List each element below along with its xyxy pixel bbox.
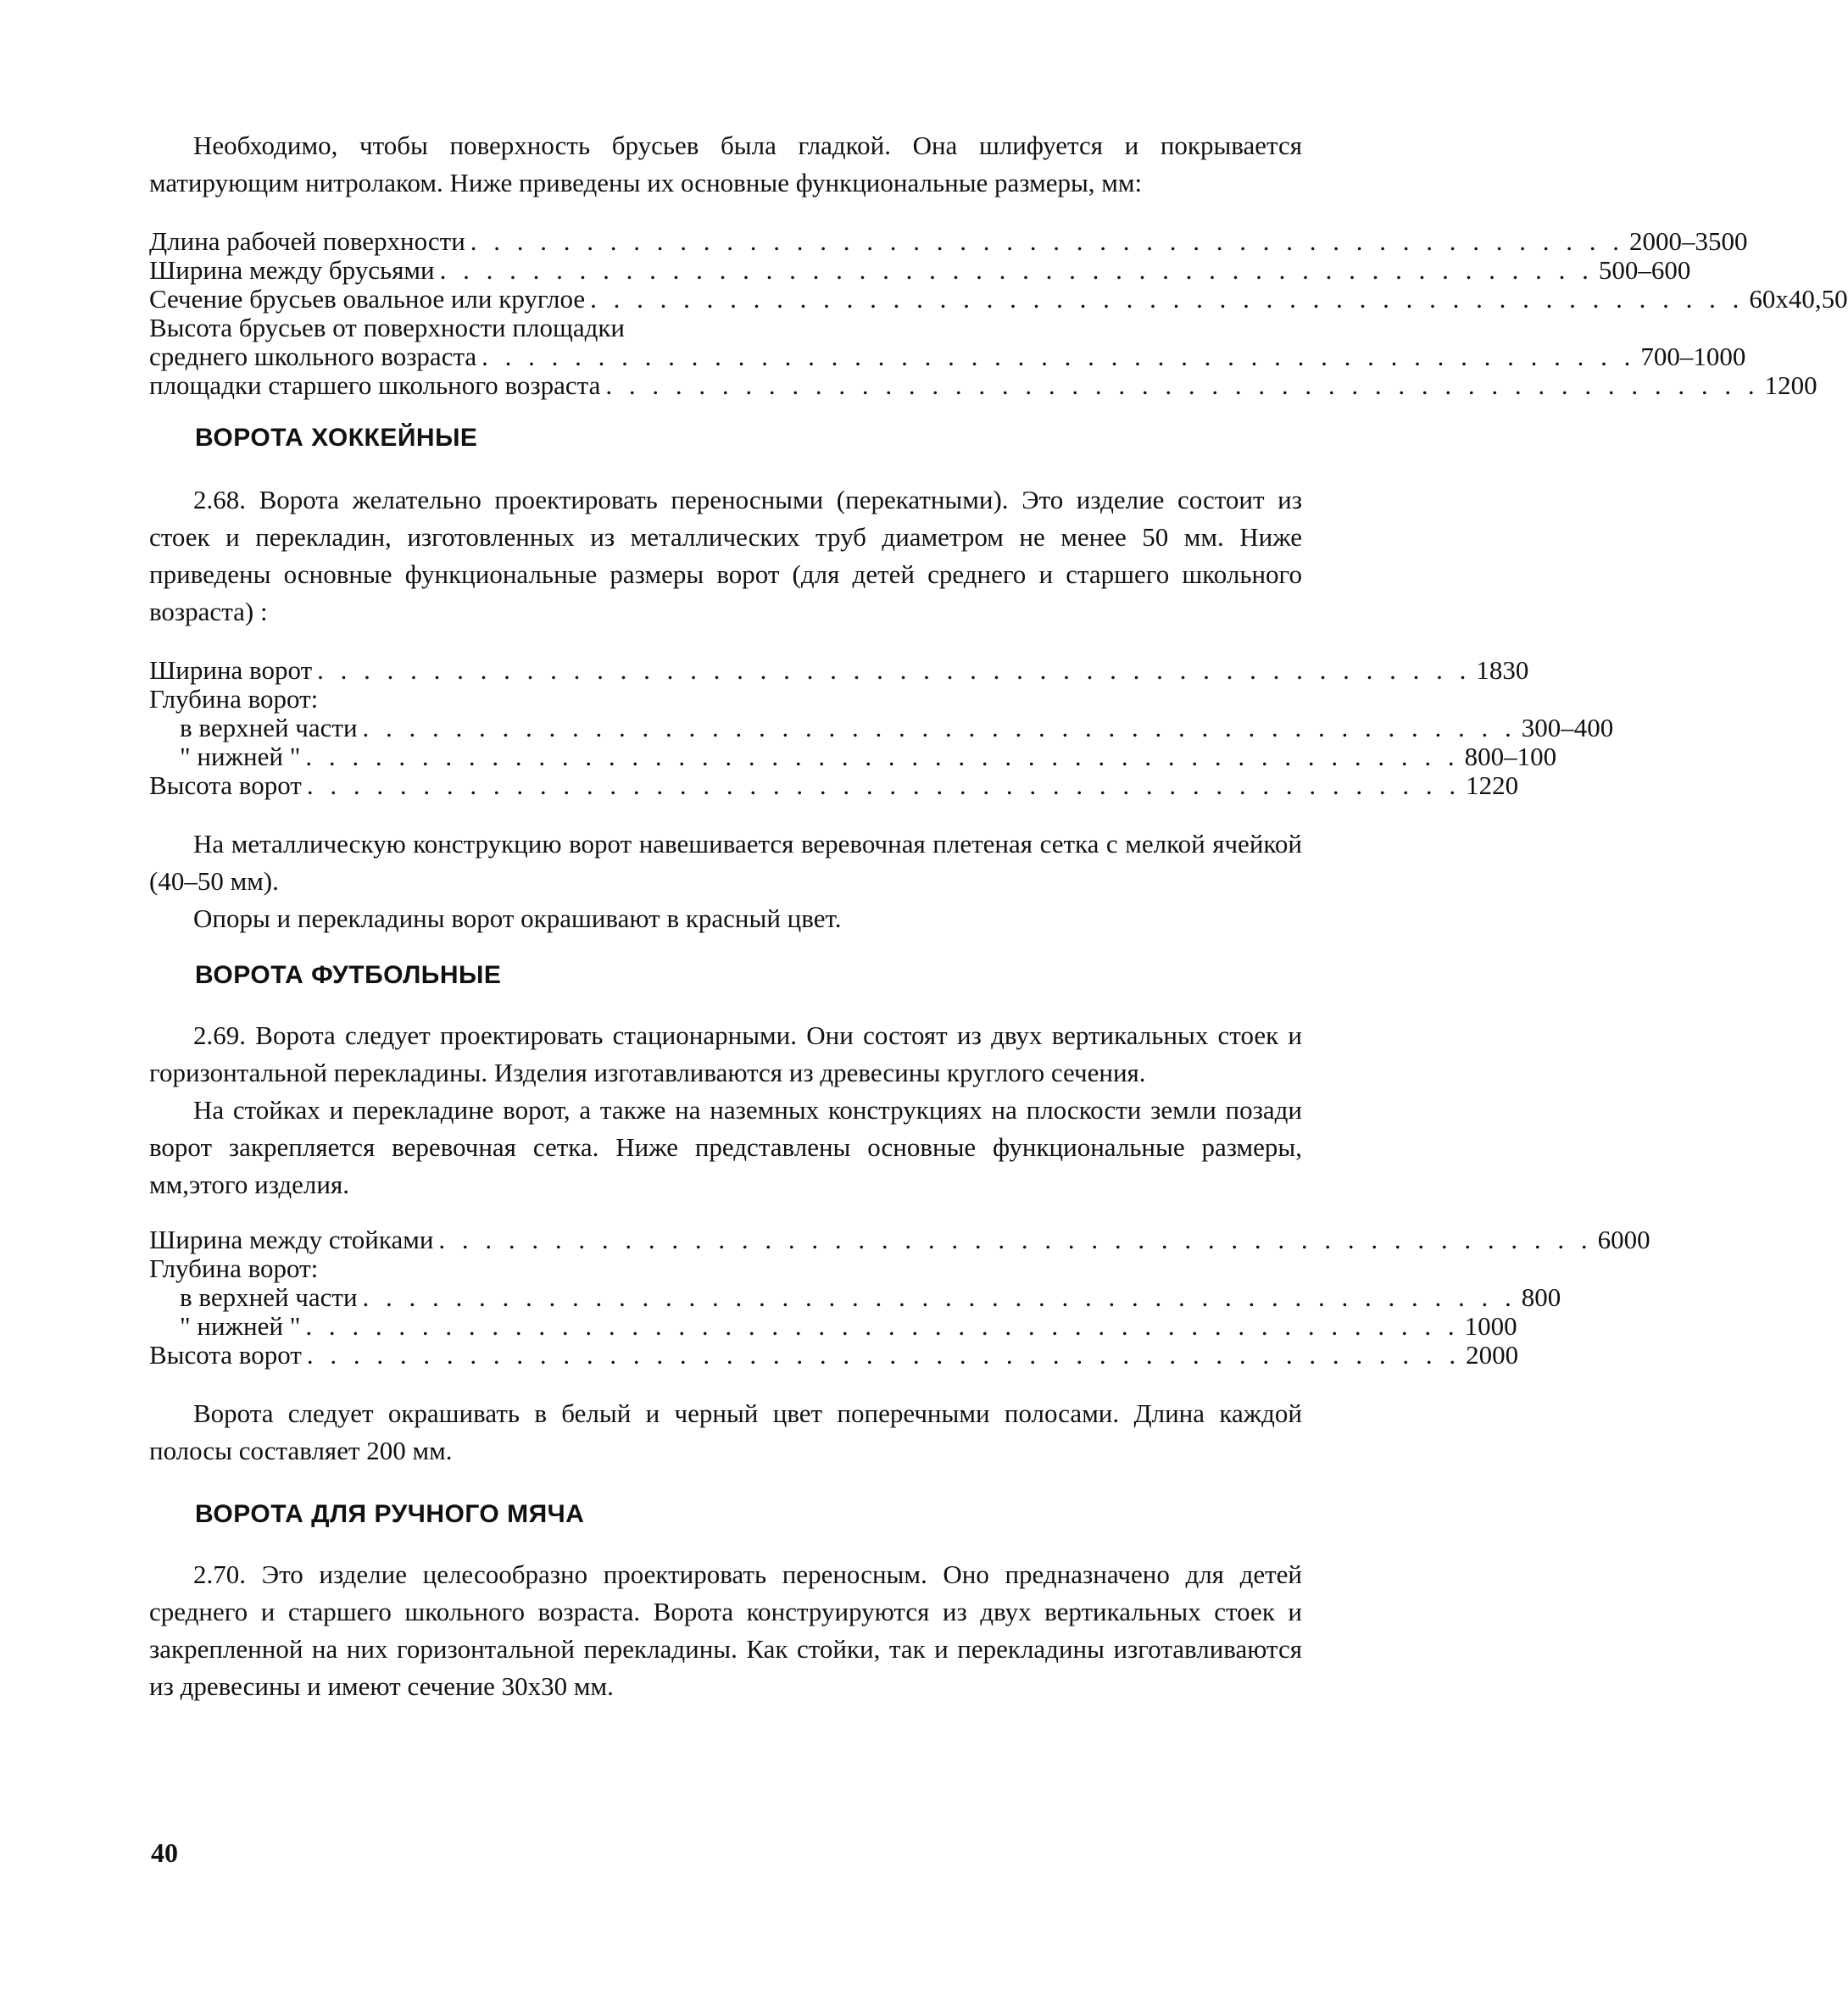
spec-row — [149, 342, 1746, 371]
spec-value: 300–400 — [1521, 713, 1614, 742]
spec-row — [149, 742, 1557, 771]
spec-value: 800 — [1521, 1282, 1561, 1312]
page-number: 40 — [151, 1837, 178, 1868]
spec-value: 2000–3500 — [1629, 226, 1748, 256]
spec-label: Глубина ворот: — [149, 1253, 319, 1283]
document-page — [149, 127, 1848, 1705]
spec-label: " нижней " — [180, 742, 301, 771]
spec-row — [149, 284, 1848, 314]
spec-value: 1200 — [1764, 370, 1817, 400]
spec-label: Длина рабочей поверхности — [149, 226, 465, 256]
leader-dots: . . . . . . . . . . . . . . . . . . . . . . . . . . . . . . . . . . . . . . . . . . . . . . . . . . — [605, 370, 1760, 400]
hockey-spec-list — [149, 655, 1614, 800]
spec-label: Глубина ворот: — [149, 684, 319, 714]
spec-row — [149, 655, 1529, 685]
leader-dots: . . . . . . . . . . . . . . . . . . . . . . . . . . . . . . . . . . . . . . . . . . . . . . . . . . — [470, 226, 1625, 256]
spec-label: Высота ворот — [149, 770, 302, 800]
football-paragraph-1: 2.69. Ворота следует проектировать стационарными. Они состоят из двух вертикальных стоек и горизонтальной перекладины. Изделия изготавливаются из древесины круглого сечения. — [149, 1020, 1302, 1087]
spec-value: 500–600 — [1598, 255, 1691, 285]
spec-value: 60x40,50 — [1749, 284, 1848, 314]
spec-value: 1220 — [1466, 770, 1519, 800]
leader-dots: . . . . . . . . . . . . . . . . . . . . . . . . . . . . . . . . . . . . . . . . . . . . . . . . . . — [305, 742, 1460, 771]
hockey-net-paragraph: На металлическую конструкцию ворот навешивается веревочная плетеная сетка с мелкой ячейкой (40–50 мм). — [149, 829, 1302, 896]
leader-dots: . . . . . . . . . . . . . . . . . . . . . . . . . . . . . . . . . . . . . . . . . . . . . . . . . . — [306, 1340, 1461, 1370]
spec-row — [149, 1311, 1517, 1341]
leader-dots: . . . . . . . . . . . . . . . . . . . . . . . . . . . . . . . . . . . . . . . . . . . . . . . . . . — [439, 255, 1594, 285]
hockey-paragraph: 2.68. Ворота желательно проектировать переносными (перекатными). Это изделие состоит из стоек и перекладин, изготовленных из металлических труб диаметром не менее 50 мм. Ниже приведены основные функциональные размеры ворот (для детей среднего и старшего школьного возраста) : — [149, 485, 1302, 626]
leader-dots: . . . . . . . . . . . . . . . . . . . . . . . . . . . . . . . . . . . . . . . . . . . . . . . . . . — [438, 1225, 1593, 1254]
leader-dots: . . . . . . . . . . . . . . . . . . . . . . . . . . . . . . . . . . . . . . . . . . . . . . . . . . — [362, 713, 1517, 742]
intro-paragraph: Необходимо, чтобы поверхность брусьев была гладкой. Она шлифуется и покрывается матирующим нитролаком. Ниже приведены их основные функциональные размеры, мм: — [149, 131, 1302, 197]
spec-value: 800–100 — [1464, 742, 1557, 771]
leader-dots: . . . . . . . . . . . . . . . . . . . . . . . . . . . . . . . . . . . . . . . . . . . . . . . . . . — [481, 342, 1636, 371]
football-color-paragraph: Ворота следует окрашивать в белый и черный цвет поперечными полосами. Длина каждой полосы составляет 200 мм. — [149, 1398, 1302, 1465]
spec-label: Ширина ворот — [149, 655, 313, 685]
spec-label: в верхней части — [180, 713, 358, 742]
spec-row — [149, 255, 1691, 285]
spec-row — [149, 370, 1817, 400]
spec-row — [149, 713, 1614, 742]
leader-dots: . . . . . . . . . . . . . . . . . . . . . . . . . . . . . . . . . . . . . . . . . . . . . . . . . . — [590, 284, 1745, 314]
handball-paragraph: 2.70. Это изделие целесообразно проектировать переносным. Оно предназначено для детей среднего и старшего школьного возраста. Ворота конструируются из двух вертикальных стоек и закрепленной на них горизонтальной перекладины. Как стойки, так и перекладины изготавливаются из древесины и имеют сечение 30x30 мм. — [149, 1559, 1302, 1701]
spec-label: Сечение брусьев овальное или круглое — [149, 284, 586, 314]
leader-dots: . . . . . . . . . . . . . . . . . . . . . . . . . . . . . . . . . . . . . . . . . . . . . . . . . . — [317, 655, 1472, 685]
spec-label: среднего школьного возраста — [149, 342, 477, 371]
spec-label: Высота ворот — [149, 1340, 302, 1370]
spec-value: 2000 — [1466, 1340, 1519, 1370]
football-paragraph-2: На стойках и перекладине ворот, а также на наземных конструкциях на плоскости земли позади ворот закрепляется веревочная сетка. Ниже представлены основные функциональные размеры, мм,этого изделия. — [149, 1095, 1302, 1199]
spec-label: в верхней части — [180, 1282, 358, 1312]
section-heading-hockey: ВОРОТА ХОККЕЙНЫЕ — [195, 424, 478, 452]
spec-value: 6000 — [1597, 1225, 1650, 1254]
spec-value: 700–1000 — [1640, 342, 1746, 371]
leader-dots: . . . . . . . . . . . . . . . . . . . . . . . . . . . . . . . . . . . . . . . . . . . . . . . . . . — [305, 1311, 1460, 1341]
spec-row — [149, 1225, 1650, 1254]
spec-value: 1000 — [1464, 1311, 1517, 1341]
leader-dots: . . . . . . . . . . . . . . . . . . . . . . . . . . . . . . . . . . . . . . . . . . . . . . . . . . — [362, 1282, 1517, 1312]
bars-spec-list — [149, 226, 1848, 400]
spec-label: Высота брусьев от поверхности площадки — [149, 313, 626, 342]
spec-label: Ширина между стойками — [149, 1225, 434, 1254]
spec-label: Ширина между брусьями — [149, 255, 435, 285]
hockey-color-paragraph: Опоры и перекладины ворот окрашивают в красный цвет. — [193, 903, 842, 933]
football-spec-list — [149, 1225, 1650, 1370]
spec-row — [149, 1282, 1561, 1312]
spec-row — [149, 226, 1748, 256]
spec-label: " нижней " — [180, 1311, 301, 1341]
spec-label: площадки старшего школьного возраста — [149, 370, 601, 400]
section-heading-handball: ВОРОТА ДЛЯ РУЧНОГО МЯЧА — [195, 1500, 585, 1528]
leader-dots: . . . . . . . . . . . . . . . . . . . . . . . . . . . . . . . . . . . . . . . . . . . . . . . . . . — [306, 770, 1461, 800]
spec-value: 1830 — [1476, 655, 1529, 685]
section-heading-football: ВОРОТА ФУТБОЛЬНЫЕ — [195, 961, 502, 989]
spec-row — [149, 770, 1519, 800]
spec-row — [149, 1340, 1519, 1370]
